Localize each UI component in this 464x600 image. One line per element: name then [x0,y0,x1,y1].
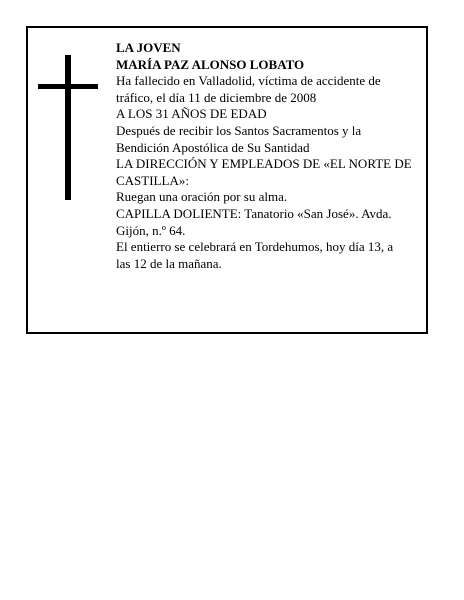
age-line: A LOS 31 AÑOS DE EDAD [116,106,267,122]
notice-line: Ha fallecido en Valladolid, víctima de accidente de [116,73,381,89]
chapel-address: Gijón, n.º 64. [116,222,186,238]
notice-line: Después de recibir los Santos Sacramentos y la [116,122,362,138]
prayer-request: Ruegan una oración por su alma. [116,189,288,205]
cross-horizontal-bar [38,84,98,89]
mourners-line: LA DIRECCIÓN Y EMPLEADOS DE «EL NORTE DE [116,156,412,172]
chapel-line: CAPILLA DOLIENTE: Tanatorio «San José». Avda. [116,205,392,221]
cross-vertical-bar [65,55,71,200]
obituary-notice [26,26,428,334]
cross-icon [38,55,98,200]
mourners-line: CASTILLA»: [116,172,189,188]
notice-line: Bendición Apostólica de Su Santidad [116,139,310,155]
notice-text [116,40,434,272]
notice-heading: LA JOVEN [116,40,181,55]
notice-line: tráfico, el día 11 de diciembre de 2008 [116,89,317,105]
burial-time: las 12 de la mañana. [116,255,222,271]
burial-line: El entierro se celebrará en Tordehumos, hoy día 13, a [116,239,394,255]
deceased-name: MARÍA PAZ ALONSO LOBATO [116,56,305,72]
